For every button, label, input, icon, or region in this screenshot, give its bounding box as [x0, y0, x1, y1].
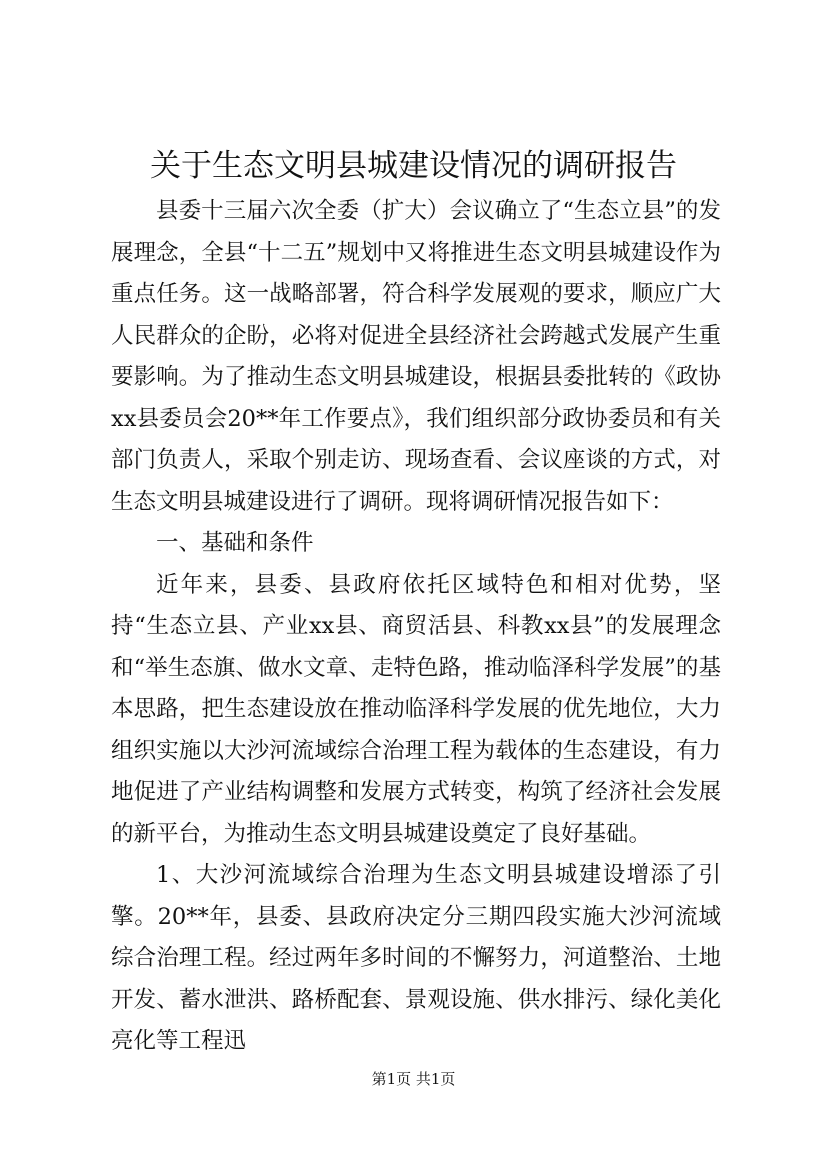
- document-title: 关于生态文明县城建设情况的调研报告: [150, 148, 677, 184]
- paragraph-recent-years: 近年来，县委、县政府依托区域特色和相对优势，坚持“生态立县、产业xx县、商贸活县、科教xx县”的发展理念和“举生态旗、做水文章、走特色路，推动临泽科学发展”的基本思路，把生态建设放在推动临泽科学发展的优先地位，大力组织实施以大沙河流域综合治理工程为载体的生态建设，有力地促进了产业结构调整和发展方式转变，构筑了经济社会发展的新平台，为推动生态文明县城建设奠定了良好基础。: [111, 571, 721, 847]
- document-body: [111, 191, 721, 1063]
- paragraph-river-governance: 1、大沙河流域综合治理为生态文明县城建设增添了引擎。20**年，县委、县政府决定分三期四段实施大沙河流域综合治理工程。经过两年多时间的不懈努力，河道整治、土地开发、蓄水泄洪、路桥配套、景观设施、供水排污、绿化美化亮化等工程迅: [111, 862, 721, 1054]
- paragraph-intro: 县委十三届六次全委（扩大）会议确立了“生态立县”的发展理念，全县“十二五”规划中又将推进生态文明县城建设作为重点任务。这一战略部署，符合科学发展观的要求，顺应广大人民群众的企盼，必将对促进全县经济社会跨越式发展产生重要影响。为了推动生态文明县城建设，根据县委批转的《政协xx县委员会20**年工作要点》，我们组织部分政协委员和有关部门负责人，采取个别走访、现场查看、会议座谈的方式，对生态文明县城建设进行了调研。现将调研情况报告如下：: [111, 198, 721, 515]
- page-footer: 第1页 共1页: [371, 1070, 456, 1088]
- section-heading-basis: 一、基础和条件: [156, 530, 314, 556]
